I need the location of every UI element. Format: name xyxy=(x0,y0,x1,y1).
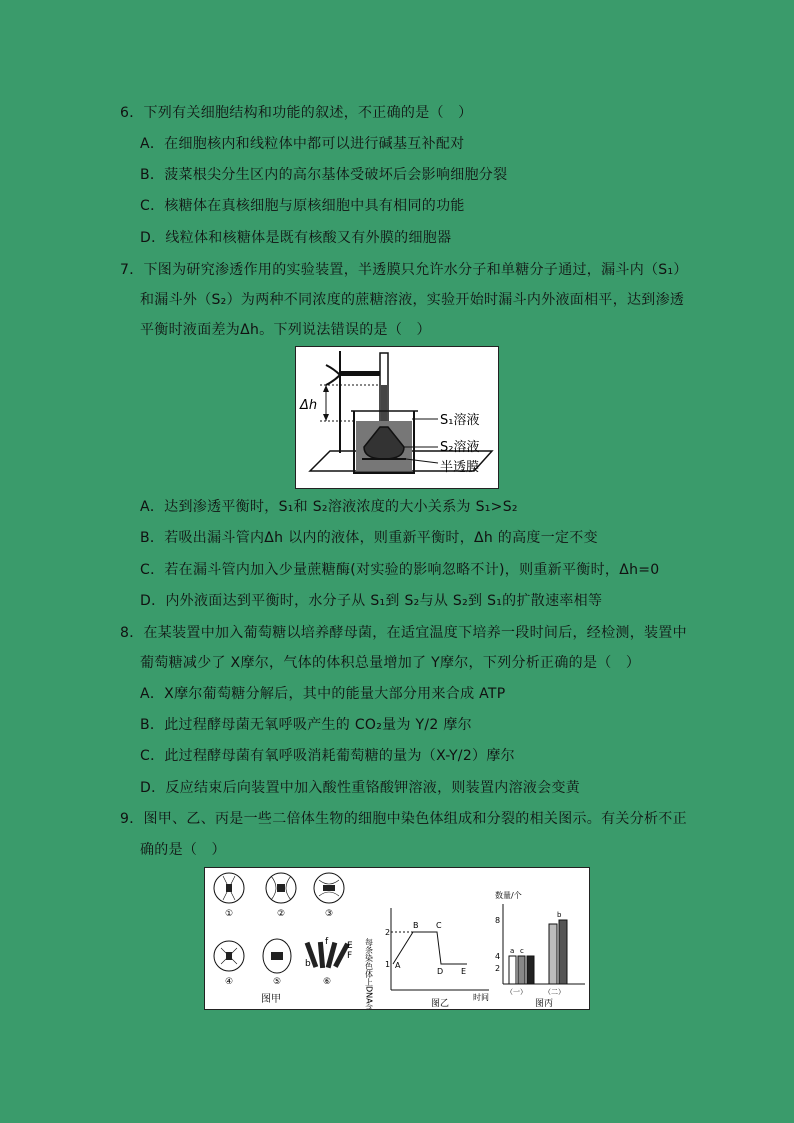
graph-yi-point-b: B xyxy=(413,921,419,930)
cell-number-3: ③ xyxy=(325,909,334,919)
graph-bing-group-2: （二） xyxy=(544,988,565,996)
graph-bing-tick-4: 4 xyxy=(495,952,501,961)
chromosome-label-f-lower: f xyxy=(325,937,329,947)
figure-yi-label: 图乙 xyxy=(431,999,450,1009)
question-6-option-b: B．菠菜根尖分生区内的高尔基体受破坏后会影响细胞分裂 xyxy=(140,167,508,183)
graph-yi-point-e: E xyxy=(461,967,467,976)
graph-yi-point-c: C xyxy=(436,921,442,930)
chromosome-label-e: E xyxy=(347,941,353,951)
figure-bing-label: 图丙 xyxy=(535,999,554,1009)
question-8-option-b: B．此过程酵母菌无氧呼吸产生的 CO₂量为 Y/2 摩尔 xyxy=(140,717,472,733)
graph-yi-tick-2: 2 xyxy=(385,928,391,937)
cell-division-figure xyxy=(204,867,590,1010)
question-8-option-a: A．X摩尔葡萄糖分解后，其中的能量大部分用来合成 ATP xyxy=(140,686,506,702)
question-8-stem-line-1: 8．在某装置中加入葡萄糖以培养酵母菌，在适宜温度下培养一段时间后，经检测，装置中 xyxy=(120,625,687,641)
question-8-stem-line-2: 葡萄糖减少了 X摩尔，气体的体积总量增加了 Y摩尔，下列分析正确的是（ ） xyxy=(140,655,641,671)
bar-label-a: a xyxy=(510,947,515,955)
question-7-stem-line-3: 平衡时液面差为Δh。下列说法错误的是（ ） xyxy=(140,322,431,338)
graph-yi-xlabel: 时间 xyxy=(473,993,489,1002)
chromosome-label-f: F xyxy=(347,951,353,961)
graph-bing-group-1: （一） xyxy=(506,988,527,996)
question-7-option-c: C．若在漏斗管内加入少量蔗糖酶(对实验的影响忽略不计)，则重新平衡时，Δh=0 xyxy=(140,562,660,578)
cell-number-4: ④ xyxy=(225,977,234,987)
question-8-option-d: D．反应结束后向装置中加入酸性重铬酸钾溶液，则装置内溶液会变黄 xyxy=(140,780,581,796)
question-6-option-a: A．在细胞核内和线粒体中都可以进行碱基互补配对 xyxy=(140,136,465,152)
figure-jia-label: 图甲 xyxy=(261,994,281,1005)
question-6-stem: 6．下列有关细胞结构和功能的叙述，不正确的是（ ） xyxy=(120,105,473,121)
graph-bing-ylabel: 数量/个 xyxy=(495,891,522,900)
cell-number-1: ① xyxy=(225,909,234,919)
membrane-label: 半透膜 xyxy=(440,460,480,475)
graph-yi-point-d: D xyxy=(437,967,444,976)
question-6-option-c: C．核糖体在真核细胞与原核细胞中具有相同的功能 xyxy=(140,198,465,214)
graph-bing-tick-2: 2 xyxy=(495,964,501,973)
question-7-option-a: A．达到渗透平衡时，S₁和 S₂溶液浓度的大小关系为 S₁>S₂ xyxy=(140,499,518,515)
chromosome-label-b: b xyxy=(305,959,311,969)
s1-solution-label: S₁溶液 xyxy=(440,413,480,428)
question-8-option-c: C．此过程酵母菌有氧呼吸消耗葡萄糖的量为（X-Y/2）摩尔 xyxy=(140,748,515,764)
question-9-stem-line-1: 9．图甲、乙、丙是一些二倍体生物的细胞中染色体组成和分裂的相关图示。有关分析不正 xyxy=(120,811,687,827)
delta-h-label: Δh xyxy=(300,398,318,413)
question-6-option-d: D．线粒体和核糖体是既有核酸又有外膜的细胞器 xyxy=(140,230,452,246)
cell-number-6: ⑥ xyxy=(323,977,332,987)
graph-yi-tick-1: 1 xyxy=(385,960,391,969)
cell-number-2: ② xyxy=(277,909,286,919)
question-7-stem-line-1: 7．下图为研究渗透作用的实验装置，半透膜只允许水分子和单糖分子通过，漏斗内（S₁） xyxy=(120,262,688,278)
question-7-option-d: D．内外液面达到平衡时，水分子从 S₁到 S₂与从 S₂到 S₁的扩散速率相等 xyxy=(140,593,603,609)
graph-yi-ylabel: 每条染色体上DNA含量 xyxy=(364,938,374,1009)
cell-number-5: ⑤ xyxy=(273,977,282,987)
graph-bing-tick-8: 8 xyxy=(495,916,501,925)
bar-label-c: c xyxy=(520,947,524,955)
bar-label-b: b xyxy=(557,911,562,919)
question-9-stem-line-2: 确的是（ ） xyxy=(140,842,226,858)
osmosis-apparatus-figure xyxy=(295,346,499,489)
s2-solution-label: S₂溶液 xyxy=(440,440,480,455)
graph-yi-point-a: A xyxy=(395,961,401,970)
question-7-stem-line-2: 和漏斗外（S₂）为两种不同浓度的蔗糖溶液，实验开始时漏斗内外液面相平，达到渗透 xyxy=(140,292,685,308)
question-7-option-b: B．若吸出漏斗管内Δh 以内的液体，则重新平衡时，Δh 的高度一定不变 xyxy=(140,530,598,546)
